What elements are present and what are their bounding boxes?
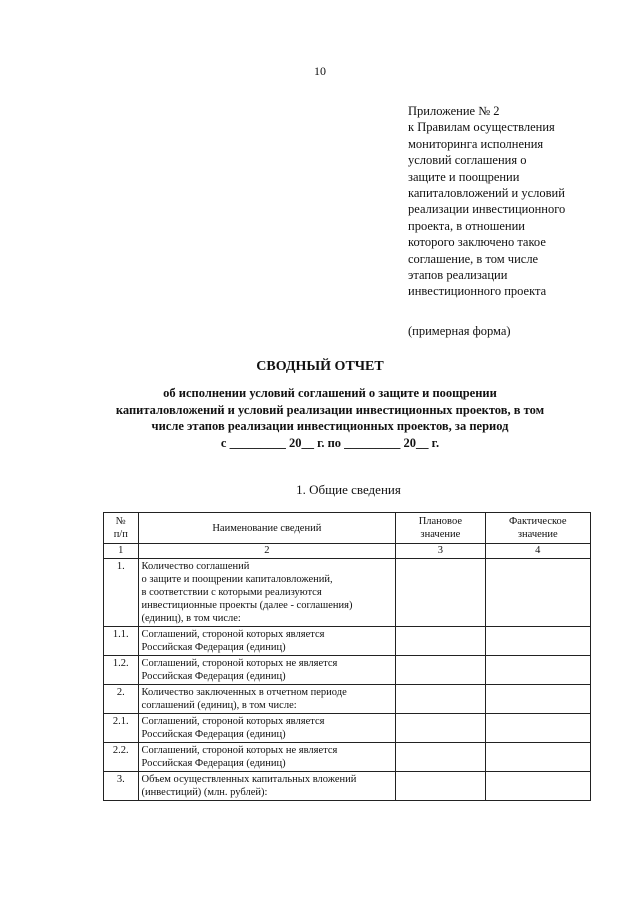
header-name: Наименование сведений xyxy=(138,513,396,544)
appendix-line: этапов реализации xyxy=(408,268,508,283)
appendix-block xyxy=(408,103,608,300)
fact-value-cell[interactable] xyxy=(485,627,590,656)
row-name: Соглашений, стороной которых является Российская Федерация (единиц) xyxy=(138,627,396,656)
report-title: СВОДНЫЙ ОТЧЕТ xyxy=(256,359,384,374)
header-fact: Фактическое значение xyxy=(485,513,590,544)
fact-value-cell[interactable] xyxy=(485,714,590,743)
row-name: Объем осуществленных капитальных вложений (инвестиций) (млн. рублей): xyxy=(138,772,396,801)
row-num: 3. xyxy=(104,772,139,801)
fact-value-cell[interactable] xyxy=(485,559,590,627)
row-name: Соглашений, стороной которых не является Российская Федерация (единиц) xyxy=(138,656,396,685)
report-period-line: с _________ 20__ г. по _________ 20__ г. xyxy=(220,435,440,450)
index-cell: 1 xyxy=(104,544,139,559)
report-subtitle-line: об исполнении условий соглашений о защите и поощрении xyxy=(163,386,497,400)
table-index-row xyxy=(104,544,591,559)
header-num: № п/п xyxy=(104,513,139,544)
table-row xyxy=(104,685,591,714)
appendix-line: капиталовложений и условий xyxy=(408,186,565,201)
form-note: (примерная форма) xyxy=(408,324,511,338)
row-num: 2. xyxy=(104,685,139,714)
index-cell: 2 xyxy=(138,544,396,559)
report-subtitle xyxy=(60,385,600,451)
row-num: 1.1. xyxy=(104,627,139,656)
fact-value-cell[interactable] xyxy=(485,772,590,801)
table-row xyxy=(104,714,591,743)
row-num: 2.2. xyxy=(104,743,139,772)
report-subtitle-line: капиталовложений и условий реализации инвестиционных проектов, в том xyxy=(115,402,545,417)
header-plan: Плановое значение xyxy=(396,513,485,544)
appendix-line: к Правилам осуществления xyxy=(408,120,555,135)
row-name: Соглашений, стороной которых не является Российская Федерация (единиц) xyxy=(138,743,396,772)
table-header-row xyxy=(104,513,591,544)
plan-value-cell[interactable] xyxy=(396,656,485,685)
plan-value-cell[interactable] xyxy=(396,714,485,743)
appendix-line: реализации инвестиционного xyxy=(408,202,566,217)
table-row xyxy=(104,627,591,656)
plan-value-cell[interactable] xyxy=(396,627,485,656)
table-row xyxy=(104,656,591,685)
row-name: Количество соглашений о защите и поощрении капиталовложений, в соответствии с которыми реализуются инвестиционные проекты (далее - соглашения) (единиц), в том числе: xyxy=(138,559,396,627)
index-cell: 4 xyxy=(485,544,590,559)
appendix-line: Приложение № 2 xyxy=(408,104,500,118)
appendix-line: мониторинга исполнения xyxy=(408,136,544,151)
appendix-line: которого заключено такое xyxy=(408,235,546,250)
general-info-table xyxy=(103,512,591,801)
fact-value-cell[interactable] xyxy=(485,656,590,685)
plan-value-cell[interactable] xyxy=(396,559,485,627)
row-name: Количество заключенных в отчетном периоде соглашений (единиц), в том числе: xyxy=(138,685,396,714)
page-number: 10 xyxy=(314,64,326,78)
plan-value-cell[interactable] xyxy=(396,685,485,714)
row-num: 2.1. xyxy=(104,714,139,743)
plan-value-cell[interactable] xyxy=(396,743,485,772)
index-cell: 3 xyxy=(396,544,485,559)
appendix-line: условий соглашения о xyxy=(408,153,527,168)
appendix-line: соглашение, в том числе xyxy=(408,251,539,266)
section-title xyxy=(0,482,640,498)
fact-value-cell[interactable] xyxy=(485,743,590,772)
fact-value-cell[interactable] xyxy=(485,685,590,714)
table-row xyxy=(104,559,591,627)
section-title-text: 1. Общие сведения xyxy=(296,482,401,497)
plan-value-cell[interactable] xyxy=(396,772,485,801)
appendix-line: защите и поощрении xyxy=(408,169,520,184)
appendix-line: инвестиционного проекта xyxy=(408,284,547,299)
report-subtitle-line: числе этапов реализации инвестиционных проектов, за период xyxy=(151,419,509,433)
appendix-line: проекта, в отношении xyxy=(408,218,525,233)
table-row xyxy=(104,772,591,801)
table-row xyxy=(104,743,591,772)
row-name: Соглашений, стороной которых является Российская Федерация (единиц) xyxy=(138,714,396,743)
row-num: 1. xyxy=(104,559,139,627)
row-num: 1.2. xyxy=(104,656,139,685)
